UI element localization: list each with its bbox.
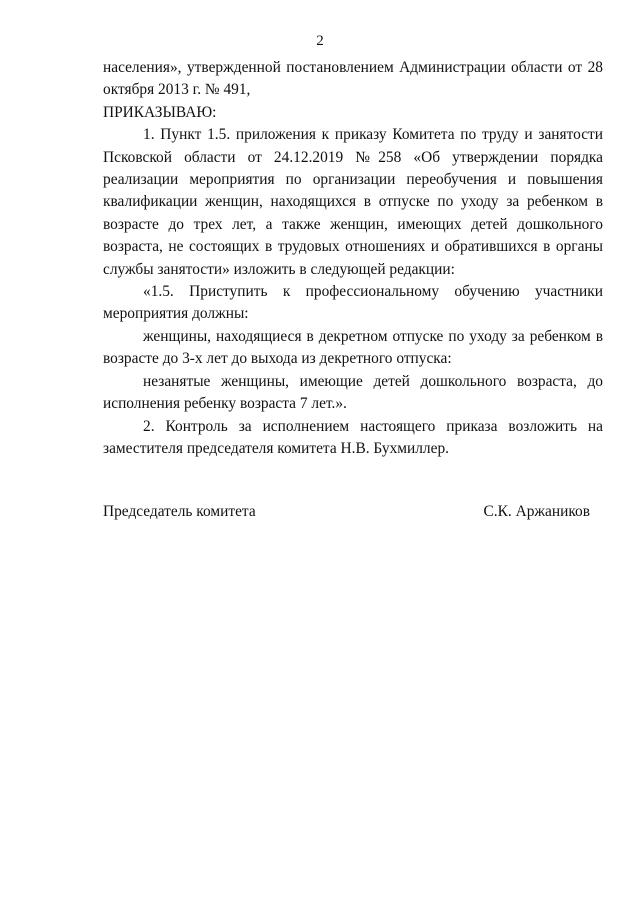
signature-block: [103, 503, 590, 521]
signatory-name: С.К. Аржаников: [483, 503, 590, 520]
order-heading: ПРИКАЗЫВАЮ:: [103, 103, 217, 121]
paragraph-item-2: 2. Контроль за исполнением настоящего приказа возложить на заместителя председателя комитета Н.В. Бухмиллер.: [103, 417, 603, 457]
paragraph-women-maternity-leave: женщины, находящиеся в декретном отпуске по уходу за ребенком в возрасте до 3-х лет до выхода из декретного отпуска:: [103, 327, 603, 368]
paragraph-quoted-1-5: «1.5. Приступить к профессиональному обучению участники мероприятия должны:: [103, 283, 603, 323]
page-number: 2: [316, 33, 324, 49]
document-body: [103, 57, 603, 460]
paragraph-item-1: 1. Пункт 1.5. приложения к приказу Комитета по труду и занятости Псковской области от 24.12.2019 №258 «Об утверждении порядка реализации мероприятия по организации переобучения и повышения квалификации женщин, находящихся в отпуске по уходу за ребенком в возрасте до трех лет, а также женщин, имеющих детей дошкольного возраста, не состоящих в трудовых отношениях и обратившихся в органы службы занятости» изложить в следующей редакции:: [103, 126, 603, 278]
paragraph-unemployed-women: незанятые женщины, имеющие детей дошкольного возраста, до исполнения ребенку возраста 7 лет.».: [103, 372, 603, 413]
signatory-position: Председатель комитета: [103, 503, 256, 520]
paragraph-intro-continuation: населения», утвержденной постановлением Администрации области от 28 октября 2013 г. № 491,: [103, 59, 603, 99]
